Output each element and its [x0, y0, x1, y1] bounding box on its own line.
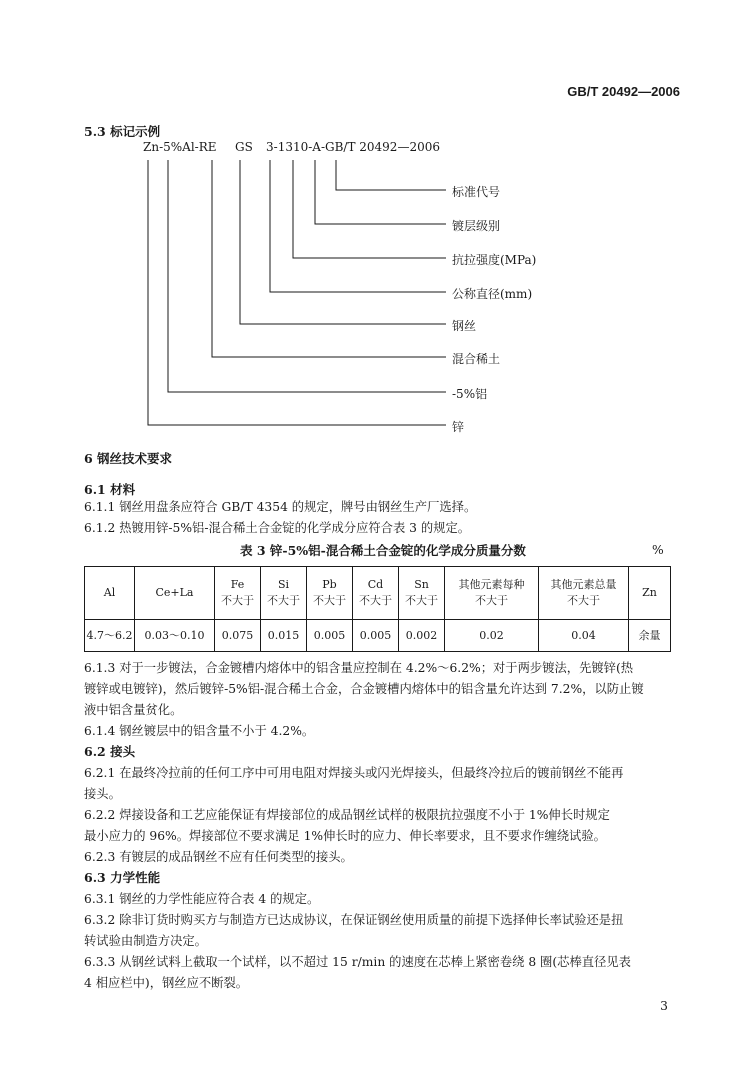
para-6-2-3: 6.2.3 有镀层的成品钢丝不应有任何类型的接头。 — [84, 850, 353, 864]
para-6-1-3-line-1: 6.1.3 对于一步镀法，合金镀槽内熔体中的铝含量应控制在 4.2%～6.2%；对于两步镀法，先镀锌(热 — [84, 661, 634, 675]
para-6-1-3-line-3: 液中铝含量贫化。 — [84, 703, 183, 717]
marking-part-gs: GS — [235, 140, 253, 154]
table-header-row — [85, 567, 671, 620]
header-cell-cd: Cd 不大于 — [353, 567, 399, 620]
section-6-2-title: 6.2 接头 — [84, 744, 136, 759]
label-zinc: 锌 — [452, 420, 465, 434]
table-cell: 0.005 — [307, 620, 353, 652]
table-3-unit: % — [652, 543, 664, 557]
marking-part-spec: 3-1310-A-GB/T 20492—2006 — [266, 140, 440, 154]
leader-line-steel-wire — [240, 160, 446, 324]
header-cell-fe: Fe 不大于 — [215, 567, 261, 620]
marking-diagram — [0, 0, 750, 440]
para-6-2-1-line-1: 6.2.1 在最终冷拉前的任何工序中可用电阻对焊接头或闪光焊接头，但最终冷拉后的镀前钢丝不能再 — [84, 766, 624, 780]
para-6-1-2: 6.1.2 热镀用锌-5%铝-混合稀土合金锭的化学成分应符合表 3 的规定。 — [84, 521, 471, 535]
para-6-3-3-line-2: 4 相应栏中)，钢丝应不断裂。 — [84, 976, 249, 990]
header-cell-ce-la: Ce+La — [135, 567, 215, 620]
table-cell: 0.04 — [539, 620, 629, 652]
table-cell: 0.075 — [215, 620, 261, 652]
para-6-2-1-line-2: 接头。 — [84, 787, 121, 801]
table-row — [85, 620, 671, 652]
section-5-3-title: 5.3 标记示例 — [84, 124, 161, 139]
header-cell-al: Al — [85, 567, 135, 620]
header-cell-other-total: 其他元素总量 不大于 — [539, 567, 629, 620]
label-mixed-rare-earth: 混合稀土 — [452, 352, 501, 366]
table-cell: 0.02 — [445, 620, 539, 652]
label-coating-grade: 镀层级别 — [452, 219, 501, 233]
table-cell: 0.015 — [261, 620, 307, 652]
label-nominal-diameter: 公称直径(mm) — [452, 287, 533, 301]
leader-line-tensile-strength — [293, 160, 446, 258]
header-cell-pb: Pb 不大于 — [307, 567, 353, 620]
page-number: 3 — [660, 999, 668, 1013]
para-6-1-3-line-2: 镀锌或电镀锌)，然后镀锌-5%铝-混合稀土合金，合金镀槽内熔体中的铝含量允许达到 7.2%，以防止镀 — [84, 682, 644, 696]
table-cell: 余量 — [629, 620, 671, 652]
table-cell: 0.002 — [399, 620, 445, 652]
para-6-1-1: 6.1.1 钢丝用盘条应符合 GB/T 4354 的规定，牌号由钢丝生产厂选择。 — [84, 500, 477, 514]
header-cell-sn: Sn 不大于 — [399, 567, 445, 620]
para-6-2-2-line-1: 6.2.2 焊接设备和工艺应能保证有焊接部位的成品钢丝试样的极限抗拉强度不小于 1%伸长时规定 — [84, 808, 610, 822]
marking-part-coating: Zn-5%Al-RE — [143, 140, 217, 154]
para-6-3-2-line-2: 转试验由制造方决定。 — [84, 934, 207, 948]
label-aluminium: -5%铝 — [452, 387, 488, 401]
para-6-1-4: 6.1.4 钢丝镀层中的铝含量不小于 4.2%。 — [84, 724, 315, 738]
leader-line-coating-grade — [315, 160, 446, 224]
label-standard-code: 标准代号 — [452, 185, 501, 199]
section-6-1-title: 6.1 材料 — [84, 482, 136, 497]
label-tensile-strength: 抗拉强度(MPa) — [452, 253, 537, 267]
header-cell-other-each: 其他元素每种 不大于 — [445, 567, 539, 620]
table-3-caption: 表 3 锌-5%铝-混合稀土合金锭的化学成分质量分数 — [240, 543, 526, 558]
leader-line-standard-code — [336, 160, 446, 190]
para-6-3-1: 6.3.1 钢丝的力学性能应符合表 4 的规定。 — [84, 892, 320, 906]
header-cell-zn: Zn — [629, 567, 671, 620]
table-cell: 4.7～6.2 — [85, 620, 135, 652]
section-6-3-title: 6.3 力学性能 — [84, 870, 161, 885]
label-steel-wire: 钢丝 — [452, 319, 477, 333]
para-6-3-3-line-1: 6.3.3 从钢丝试料上截取一个试样，以不超过 15 r/min 的速度在芯棒上紧密卷绕 8 圈(芯棒直径见表 — [84, 955, 631, 969]
table-3 — [84, 566, 671, 652]
para-6-2-2-line-2: 最小应力的 96%。焊接部位不要求满足 1%伸长时的应力、伸长率要求，且不要求作缠绕试验。 — [84, 829, 606, 843]
para-6-3-2-line-1: 6.3.2 除非订货时购买方与制造方已达成协议，在保证钢丝使用质量的前提下选择伸长率试验还是扭 — [84, 913, 624, 927]
table-cell: 0.03～0.10 — [135, 620, 215, 652]
header-cell-si: Si 不大于 — [261, 567, 307, 620]
section-6-title: 6 钢丝技术要求 — [84, 451, 173, 466]
standard-number: GB/T 20492—2006 — [567, 84, 680, 99]
leader-line-nominal-diameter — [270, 160, 446, 292]
table-cell: 0.005 — [353, 620, 399, 652]
